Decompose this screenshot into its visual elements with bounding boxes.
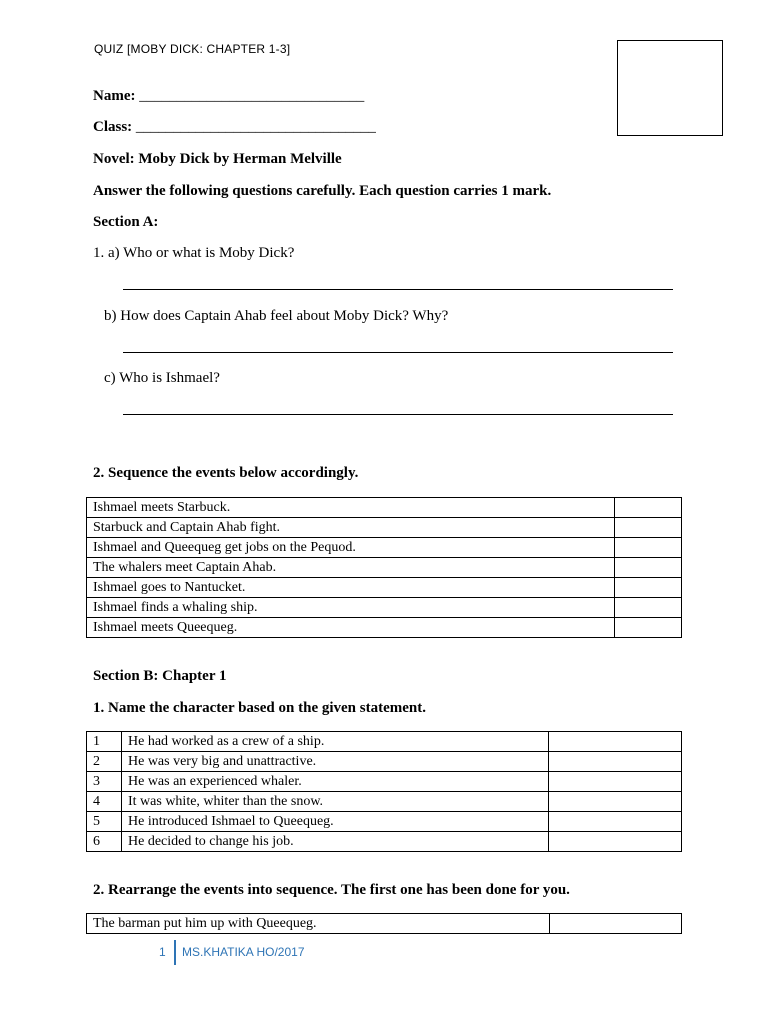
statement-number: 4 xyxy=(87,792,122,812)
statement-number: 1 xyxy=(87,732,122,752)
answer-cell xyxy=(615,518,682,538)
class-blank: ________________________________ xyxy=(135,119,376,135)
table-row xyxy=(87,752,682,772)
answer-cell xyxy=(549,832,682,852)
answer-cell xyxy=(549,812,682,832)
footer-author: MS.KHATIKA HO/2017 xyxy=(182,945,305,959)
sequence-events-table xyxy=(86,497,682,638)
answer-cell xyxy=(549,752,682,772)
quiz-header: QUIZ [MOBY DICK: CHAPTER 1-3] xyxy=(94,42,291,56)
statement-text: He was an experienced whaler. xyxy=(122,772,549,792)
instruction-line: Answer the following questions carefully. Each question carries 1 mark. xyxy=(93,183,552,199)
question-1c: c) Who is Ishmael? xyxy=(104,370,220,386)
rearrange-question-title: 2. Rearrange the events into sequence. The first one has been done for you. xyxy=(93,882,570,898)
table-row xyxy=(87,498,682,518)
table-row xyxy=(87,832,682,852)
answer-line-1b xyxy=(123,352,673,353)
name-blank: ______________________________ xyxy=(139,88,365,104)
answer-cell xyxy=(615,558,682,578)
rearrange-events-table xyxy=(86,913,682,934)
answer-cell xyxy=(615,618,682,638)
event-text: Ishmael finds a whaling ship. xyxy=(87,598,615,618)
event-text: Ishmael meets Starbuck. xyxy=(87,498,615,518)
answer-cell xyxy=(549,772,682,792)
statement-text: He introduced Ishmael to Queequeg. xyxy=(122,812,549,832)
answer-cell xyxy=(615,578,682,598)
answer-cell xyxy=(550,914,682,934)
answer-cell xyxy=(549,732,682,752)
footer-divider xyxy=(174,940,176,965)
novel-line: Novel: Moby Dick by Herman Melville xyxy=(93,151,342,167)
statement-text: It was white, whiter than the snow. xyxy=(122,792,549,812)
event-text: The barman put him up with Queequeg. xyxy=(87,914,550,934)
event-text: Ishmael meets Queequeg. xyxy=(87,618,615,638)
character-statements-table xyxy=(86,731,682,852)
class-label: Class: xyxy=(93,119,136,135)
answer-cell xyxy=(615,498,682,518)
question-1b: b) How does Captain Ahab feel about Moby Dick? Why? xyxy=(104,308,449,324)
statement-text: He decided to change his job. xyxy=(122,832,549,852)
table-row xyxy=(87,812,682,832)
name-field xyxy=(93,88,364,105)
table-row xyxy=(87,914,682,934)
table-row xyxy=(87,792,682,812)
sequence-question-title: 2. Sequence the events below accordingly. xyxy=(93,465,359,481)
statement-number: 2 xyxy=(87,752,122,772)
section-a-title: Section A: xyxy=(93,214,159,230)
answer-cell xyxy=(549,792,682,812)
table-row xyxy=(87,598,682,618)
statement-number: 6 xyxy=(87,832,122,852)
name-character-question-title: 1. Name the character based on the given statement. xyxy=(93,700,426,716)
event-text: The whalers meet Captain Ahab. xyxy=(87,558,615,578)
event-text: Starbuck and Captain Ahab fight. xyxy=(87,518,615,538)
answer-cell xyxy=(615,598,682,618)
statement-text: He had worked as a crew of a ship. xyxy=(122,732,549,752)
table-row xyxy=(87,618,682,638)
photo-box xyxy=(617,40,723,136)
statement-number: 5 xyxy=(87,812,122,832)
table-row xyxy=(87,578,682,598)
answer-line-1c xyxy=(123,414,673,415)
table-row xyxy=(87,772,682,792)
question-1a: 1. a) Who or what is Moby Dick? xyxy=(93,245,295,261)
table-row xyxy=(87,558,682,578)
event-text: Ishmael goes to Nantucket. xyxy=(87,578,615,598)
class-field xyxy=(93,119,376,136)
statement-number: 3 xyxy=(87,772,122,792)
name-label: Name: xyxy=(93,88,140,104)
event-text: Ishmael and Queequeg get jobs on the Pequod. xyxy=(87,538,615,558)
page-number: 1 xyxy=(159,945,166,959)
answer-line-1a xyxy=(123,289,673,290)
section-b-title: Section B: Chapter 1 xyxy=(93,668,227,684)
statement-text: He was very big and unattractive. xyxy=(122,752,549,772)
answer-cell xyxy=(615,538,682,558)
table-row xyxy=(87,538,682,558)
table-row xyxy=(87,518,682,538)
table-row xyxy=(87,732,682,752)
